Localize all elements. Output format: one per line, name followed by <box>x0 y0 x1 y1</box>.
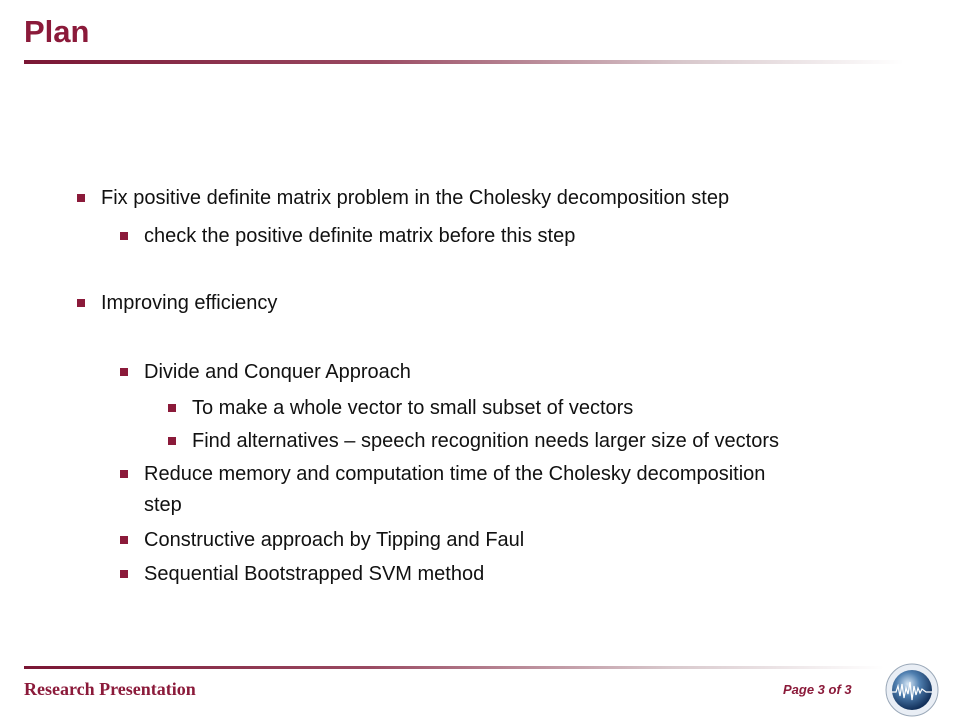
bullet-text: Divide and Conquer Approach <box>144 361 411 383</box>
bullet-level2 <box>144 528 524 552</box>
bullet-text: Sequential Bootstrapped SVM method <box>144 563 485 585</box>
bullet-level3 <box>192 429 779 453</box>
bullet-square-icon <box>168 437 176 445</box>
bullet-square-icon <box>77 194 85 202</box>
bullet-square-icon <box>120 368 128 376</box>
bullet-level2 <box>144 224 575 248</box>
bullet-continuation <box>144 493 182 517</box>
bullet-square-icon <box>77 299 85 307</box>
bullet-text: Constructive approach by Tipping and Faul <box>144 529 525 551</box>
bullet-text: Reduce memory and computation time of the Cholesky decomposition <box>144 463 766 485</box>
bullet-text: To make a whole vector to small subset of vectors <box>192 397 634 419</box>
bullet-level2 <box>144 562 484 586</box>
page-number: Page 3 of 3 <box>783 682 852 697</box>
slide-title: Plan <box>24 14 90 49</box>
bullet-text: Fix positive definite matrix problem in the Cholesky decomposition step <box>101 187 730 209</box>
bullet-level3 <box>192 396 633 420</box>
bullet-square-icon <box>120 232 128 240</box>
bullet-level1 <box>101 291 277 315</box>
bullet-level2 <box>144 360 411 384</box>
bullet-text: Improving efficiency <box>101 292 278 314</box>
bullet-level2 <box>144 462 765 486</box>
footer-title: Research Presentation <box>24 679 196 699</box>
bullet-text: step <box>144 494 182 516</box>
bullet-square-icon <box>120 536 128 544</box>
bullet-square-icon <box>168 404 176 412</box>
bullet-square-icon <box>120 570 128 578</box>
globe-waveform-logo-icon <box>884 662 940 718</box>
bullet-square-icon <box>120 470 128 478</box>
bullet-text: Find alternatives – speech recognition needs larger size of vectors <box>192 430 779 452</box>
bullet-text: check the positive definite matrix before this step <box>144 225 576 247</box>
footer-divider <box>24 666 884 669</box>
bullet-level1 <box>101 186 729 210</box>
